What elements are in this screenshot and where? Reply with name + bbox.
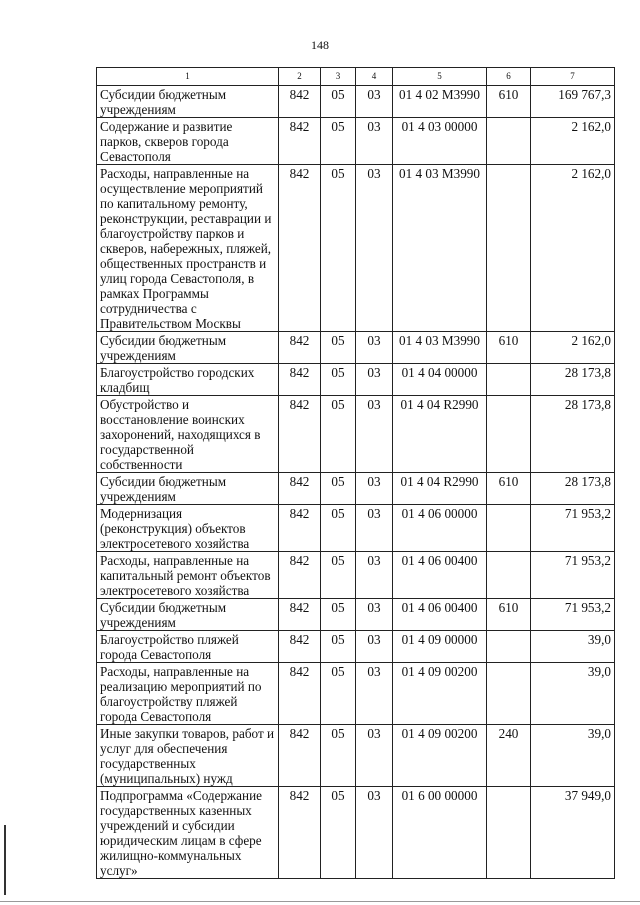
page-number: 148 xyxy=(311,38,329,52)
row-rz: 05 xyxy=(321,396,356,473)
row-rz: 05 xyxy=(321,165,356,332)
table-row xyxy=(97,86,615,118)
row-pr: 03 xyxy=(356,118,393,165)
row-sum: 71 953,2 xyxy=(531,505,615,552)
table-row xyxy=(97,332,615,364)
row-rz: 05 xyxy=(321,364,356,396)
row-name: Расходы, направленные на осуществление мероприятий по капитальному ремонту, реконструкции, реставрации и благоустройству парков и скверов, набережных, пляжей, общественных пространств и улиц города Севастополя, в рамках Программы сотрудничества с Правительством Москвы xyxy=(97,165,279,332)
row-sum: 39,0 xyxy=(531,631,615,663)
row-ved: 842 xyxy=(279,663,321,725)
column-header: 4 xyxy=(356,68,393,86)
budget-table xyxy=(96,67,615,879)
row-vr xyxy=(487,552,531,599)
row-sum: 28 173,8 xyxy=(531,364,615,396)
row-csr: 01 4 03 M3990 xyxy=(393,332,487,364)
row-sum: 28 173,8 xyxy=(531,396,615,473)
column-header: 7 xyxy=(531,68,615,86)
row-vr xyxy=(487,663,531,725)
row-vr xyxy=(487,631,531,663)
row-pr: 03 xyxy=(356,165,393,332)
column-header: 2 xyxy=(279,68,321,86)
row-ved: 842 xyxy=(279,396,321,473)
row-vr xyxy=(487,787,531,879)
row-sum: 28 173,8 xyxy=(531,473,615,505)
table-row xyxy=(97,787,615,879)
row-pr: 03 xyxy=(356,396,393,473)
row-vr: 610 xyxy=(487,86,531,118)
row-pr: 03 xyxy=(356,505,393,552)
row-vr: 240 xyxy=(487,725,531,787)
row-pr: 03 xyxy=(356,364,393,396)
table-row xyxy=(97,505,615,552)
table-row xyxy=(97,364,615,396)
table-row xyxy=(97,631,615,663)
table-row xyxy=(97,118,615,165)
row-ved: 842 xyxy=(279,552,321,599)
scan-bottom-edge xyxy=(0,901,640,902)
row-vr xyxy=(487,505,531,552)
row-pr: 03 xyxy=(356,599,393,631)
row-rz: 05 xyxy=(321,118,356,165)
column-header: 3 xyxy=(321,68,356,86)
row-csr: 01 4 02 M3990 xyxy=(393,86,487,118)
row-rz: 05 xyxy=(321,631,356,663)
row-csr: 01 4 06 00000 xyxy=(393,505,487,552)
row-ved: 842 xyxy=(279,631,321,663)
row-vr: 610 xyxy=(487,473,531,505)
row-csr: 01 4 06 00400 xyxy=(393,552,487,599)
row-name: Подпрограмма «Содержание государственных казенных учреждений и субсидии юридическим лицам в сфере жилищно-коммунальных услуг» xyxy=(97,787,279,879)
row-rz: 05 xyxy=(321,663,356,725)
row-vr xyxy=(487,364,531,396)
row-ved: 842 xyxy=(279,505,321,552)
row-csr: 01 4 03 M3990 xyxy=(393,165,487,332)
row-name: Субсидии бюджетным учреждениям xyxy=(97,473,279,505)
row-csr: 01 4 09 00200 xyxy=(393,725,487,787)
row-pr: 03 xyxy=(356,473,393,505)
column-header: 5 xyxy=(393,68,487,86)
row-csr: 01 4 04 R2990 xyxy=(393,396,487,473)
row-name: Содержание и развитие парков, скверов города Севастополя xyxy=(97,118,279,165)
row-pr: 03 xyxy=(356,725,393,787)
table-row xyxy=(97,165,615,332)
row-sum: 169 767,3 xyxy=(531,86,615,118)
row-pr: 03 xyxy=(356,552,393,599)
row-rz: 05 xyxy=(321,725,356,787)
row-pr: 03 xyxy=(356,663,393,725)
row-rz: 05 xyxy=(321,552,356,599)
row-ved: 842 xyxy=(279,364,321,396)
row-name: Субсидии бюджетным учреждениям xyxy=(97,86,279,118)
row-sum: 71 953,2 xyxy=(531,599,615,631)
row-rz: 05 xyxy=(321,332,356,364)
header-row xyxy=(97,68,615,86)
row-sum: 39,0 xyxy=(531,725,615,787)
row-csr: 01 4 09 00200 xyxy=(393,663,487,725)
table-row xyxy=(97,599,615,631)
row-pr: 03 xyxy=(356,86,393,118)
row-name: Иные закупки товаров, работ и услуг для обеспечения государственных (муниципальных) нужд xyxy=(97,725,279,787)
table-row xyxy=(97,396,615,473)
row-rz: 05 xyxy=(321,787,356,879)
row-sum: 2 162,0 xyxy=(531,118,615,165)
row-name: Расходы, направленные на реализацию мероприятий по благоустройству пляжей города Севастополя xyxy=(97,663,279,725)
row-rz: 05 xyxy=(321,505,356,552)
row-csr: 01 4 03 00000 xyxy=(393,118,487,165)
row-sum: 2 162,0 xyxy=(531,332,615,364)
table-row xyxy=(97,725,615,787)
row-ved: 842 xyxy=(279,165,321,332)
table-row xyxy=(97,473,615,505)
row-rz: 05 xyxy=(321,473,356,505)
row-sum: 71 953,2 xyxy=(531,552,615,599)
row-ved: 842 xyxy=(279,787,321,879)
row-name: Обустройство и восстановление воинских захоронений, находящихся в государственной собственности xyxy=(97,396,279,473)
row-ved: 842 xyxy=(279,118,321,165)
row-name: Расходы, направленные на капитальный ремонт объектов электросетевого хозяйства xyxy=(97,552,279,599)
row-pr: 03 xyxy=(356,787,393,879)
scan-edge-mark xyxy=(4,825,6,895)
row-vr xyxy=(487,165,531,332)
row-ved: 842 xyxy=(279,725,321,787)
row-name: Благоустройство городских кладбищ xyxy=(97,364,279,396)
row-name: Субсидии бюджетным учреждениям xyxy=(97,332,279,364)
row-vr xyxy=(487,118,531,165)
column-header: 6 xyxy=(487,68,531,86)
row-vr: 610 xyxy=(487,332,531,364)
row-sum: 2 162,0 xyxy=(531,165,615,332)
row-pr: 03 xyxy=(356,332,393,364)
table-row xyxy=(97,663,615,725)
row-csr: 01 4 04 R2990 xyxy=(393,473,487,505)
row-sum: 39,0 xyxy=(531,663,615,725)
row-csr: 01 4 06 00400 xyxy=(393,599,487,631)
row-csr: 01 6 00 00000 xyxy=(393,787,487,879)
row-rz: 05 xyxy=(321,599,356,631)
row-ved: 842 xyxy=(279,473,321,505)
table-row xyxy=(97,552,615,599)
row-ved: 842 xyxy=(279,86,321,118)
row-ved: 842 xyxy=(279,332,321,364)
row-sum: 37 949,0 xyxy=(531,787,615,879)
row-vr: 610 xyxy=(487,599,531,631)
row-ved: 842 xyxy=(279,599,321,631)
row-vr xyxy=(487,396,531,473)
row-rz: 05 xyxy=(321,86,356,118)
row-name: Модернизация (реконструкция) объектов электросетевого хозяйства xyxy=(97,505,279,552)
row-pr: 03 xyxy=(356,631,393,663)
row-name: Благоустройство пляжей города Севастополя xyxy=(97,631,279,663)
column-header: 1 xyxy=(97,68,279,86)
row-csr: 01 4 09 00000 xyxy=(393,631,487,663)
row-csr: 01 4 04 00000 xyxy=(393,364,487,396)
row-name: Субсидии бюджетным учреждениям xyxy=(97,599,279,631)
